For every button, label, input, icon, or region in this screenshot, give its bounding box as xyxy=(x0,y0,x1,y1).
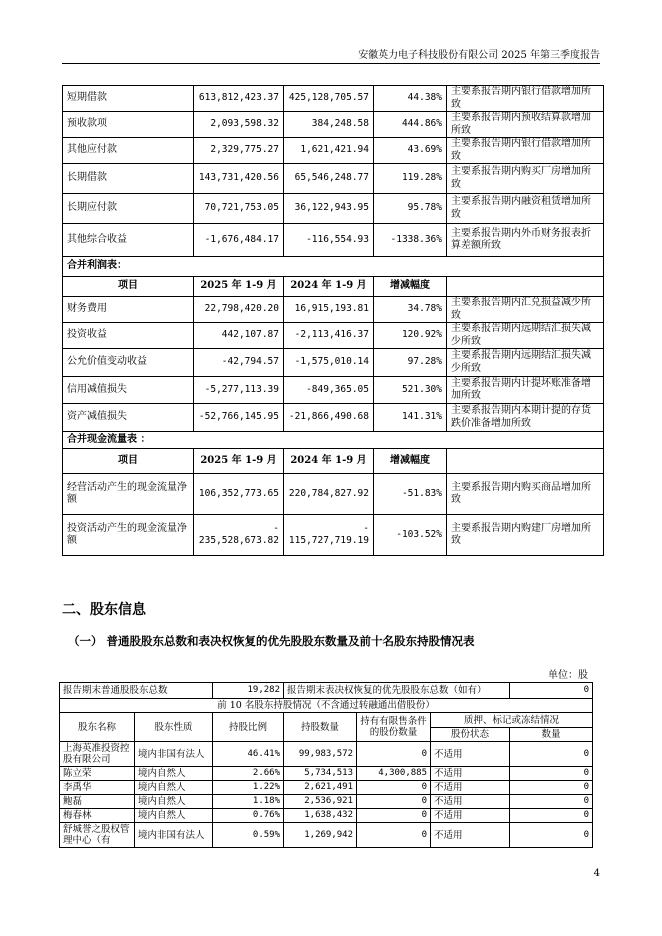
cell-text: 梅春林 xyxy=(63,810,92,821)
cell-text: 主要系报告期内银行借款增加所致 xyxy=(451,138,591,162)
cell-text: 股东名称 xyxy=(77,721,116,733)
cell-text: 主要系报告期内银行借款增加所致 xyxy=(451,86,591,110)
cell-text: 16,915,193.81 xyxy=(294,303,369,315)
section-row xyxy=(63,257,604,277)
cell-text: 项目 xyxy=(118,454,138,466)
table-row xyxy=(63,224,604,257)
cell-text: 主要系报告期内购建厂房增加所致 xyxy=(451,522,591,546)
table-row xyxy=(63,297,604,323)
cell-text: 1.18% xyxy=(252,796,281,806)
cell-text: 境内自然人 xyxy=(138,796,186,807)
cell-text: 97.28% xyxy=(407,356,442,368)
cell-text: 0.59% xyxy=(252,829,281,840)
cell-text: 主要系报告期内预收结算款增加所致 xyxy=(451,112,591,136)
table-row xyxy=(63,86,604,112)
cell-text: 股东性质 xyxy=(154,721,193,733)
table-row xyxy=(60,781,593,795)
cell-text: 不适用 xyxy=(434,796,463,807)
cell-text: 长期借款 xyxy=(67,172,107,184)
cell-text: 4,300,885 xyxy=(378,768,428,778)
cell-text: -1,575,010.14 xyxy=(294,356,369,368)
cell-text: -5,277,113.39 xyxy=(204,383,279,395)
cell-text: 0 xyxy=(421,748,428,759)
cell-text: 235,528,673.82 xyxy=(198,535,279,546)
cell-text: 主要系报告期内远期结汇损失减少所致 xyxy=(451,323,591,347)
cell-text: 主要系报告期内融资租赁增加所致 xyxy=(451,196,591,220)
cell-text: 投资活动产生的现金流量净额 xyxy=(67,522,187,546)
cell-text: 舒城誉之股权管理中心（有 xyxy=(63,824,130,846)
cell-text: 境内自然人 xyxy=(138,782,186,793)
header-row xyxy=(63,449,604,474)
financial-changes-table xyxy=(62,85,604,556)
cell-text: 公允价值变动收益 xyxy=(67,356,147,368)
cell-text: 境内非国有法人 xyxy=(138,748,205,760)
table-row xyxy=(63,474,604,515)
cell-text: 22,798,420.20 xyxy=(204,303,279,315)
cell-text: 65,546,248.77 xyxy=(294,172,369,184)
cell-text: 增减幅度 xyxy=(390,454,430,466)
cell-text: 5,734,513 xyxy=(304,768,354,778)
cell-text: 1,638,432 xyxy=(304,810,354,820)
caption-row xyxy=(60,699,593,713)
cell-text: 合并利润表： xyxy=(67,260,127,272)
cell-text: 43.69% xyxy=(407,144,442,156)
cell-text: 前 10 名股东持股情况（不含通过转融通出借股份） xyxy=(217,700,435,711)
cell-text: 持有有限售条件的股份数量 xyxy=(360,716,427,738)
cell-text: -1338.36% xyxy=(390,233,442,245)
cell-text: 36,122,943.95 xyxy=(294,202,369,214)
cell-text: 0 xyxy=(421,829,428,840)
table-row xyxy=(60,742,593,767)
table-row xyxy=(63,515,604,556)
cell-text: 95.78% xyxy=(407,202,442,214)
cell-text: 数量 xyxy=(541,729,561,740)
cell-text: 财务费用 xyxy=(67,303,107,315)
cell-text: 0 xyxy=(421,810,428,820)
cell-text: 2024 年 1-9 月 xyxy=(290,280,367,292)
cell-text: 141.31% xyxy=(401,411,442,423)
cell-text: 其他综合收益 xyxy=(67,233,127,245)
cell-text: 质押、标记或冻结情况 xyxy=(464,714,560,726)
cell-text: 主要系报告期内计提坏账准备增加所致 xyxy=(451,377,591,401)
table-row xyxy=(63,138,604,164)
cell-text: 不适用 xyxy=(434,829,463,841)
cell-text: 投资收益 xyxy=(67,329,107,341)
cell-text: 资产减值损失 xyxy=(67,411,127,423)
subsection-title: （一） 普通股股东总数和表决权恢复的优先股股东数量及前十名股东持股情况表 xyxy=(68,634,475,648)
table-row xyxy=(63,194,604,224)
table-row xyxy=(63,164,604,194)
table-row xyxy=(63,323,604,349)
unit-label: 单位：股 xyxy=(548,670,588,681)
cell-text: 报告期末普通股股东总数 xyxy=(63,685,168,696)
cell-text: 44.38% xyxy=(407,92,442,104)
cell-text: 0 xyxy=(583,748,590,759)
cell-text: 613,812,423.37 xyxy=(198,92,279,104)
summary-row xyxy=(60,683,593,699)
cell-text: 项目 xyxy=(118,280,138,292)
cell-text: 境内自然人 xyxy=(138,810,186,821)
cell-text: 384,248.58 xyxy=(311,118,369,130)
section-title: 二、股东信息 xyxy=(62,602,146,618)
cell-text: 2,621,491 xyxy=(304,782,354,792)
cell-text: 经营活动产生的现金流量净额 xyxy=(67,481,187,505)
cell-text: 2,329,775.27 xyxy=(210,144,279,156)
cell-text: 0 xyxy=(583,782,590,792)
cell-text: 120.92% xyxy=(401,329,442,341)
cell-text: 34.78% xyxy=(407,303,442,315)
cell-text: -2,113,416.37 xyxy=(294,329,369,341)
cell-text: 合并现金流量表 ： xyxy=(67,433,151,445)
cell-text: 106,352,773.65 xyxy=(198,487,279,499)
cell-text: 2.66% xyxy=(252,768,281,778)
cell-text: 不适用 xyxy=(434,782,463,793)
table-row xyxy=(60,809,593,823)
cell-text: 115,727,719.19 xyxy=(288,535,369,546)
cell-text: -21,866,490.68 xyxy=(288,411,369,423)
cell-text: 2025 年 1-9 月 xyxy=(200,454,277,466)
cell-text: 短期借款 xyxy=(67,92,107,104)
cell-text: 其他应付款 xyxy=(67,144,117,156)
cell-text: 持股比例 xyxy=(229,721,268,733)
cell-text: 陈立荣 xyxy=(63,768,92,779)
page-header: 安徽英力电子科技股份有限公司 2025 年第三季度报告 xyxy=(358,50,600,61)
cell-text: 521.30% xyxy=(401,383,442,395)
cell-text: -116,554.93 xyxy=(306,233,369,245)
cell-text: 不适用 xyxy=(434,768,463,779)
cell-text: 99,983,572 xyxy=(298,748,354,759)
cell-text: 上海英准投资控股有限公司 xyxy=(63,743,130,765)
cell-text: -52,766,145.95 xyxy=(198,411,279,423)
page-number: 4 xyxy=(593,868,600,879)
cell-text: 0 xyxy=(421,782,428,792)
cell-text: 预收款项 xyxy=(67,118,107,130)
cell-text: 119.28% xyxy=(401,172,442,184)
table-row xyxy=(60,823,593,848)
cell-text: 0 xyxy=(583,768,590,778)
cell-text: 报告期末表决权恢复的优先股股东总数（如有） xyxy=(287,685,487,696)
cell-text: 143,731,420.56 xyxy=(198,172,279,184)
cell-text: 持股数量 xyxy=(301,721,340,733)
cell-text: 2,536,921 xyxy=(304,796,354,806)
cell-text: 0 xyxy=(583,796,590,806)
cell-text: - xyxy=(363,522,369,534)
cell-text: - xyxy=(273,522,279,534)
cell-text: 增减幅度 xyxy=(390,280,430,292)
cell-text: 主要系报告期内汇兑损益减少所致 xyxy=(451,297,591,321)
cell-text: 主要系报告期内外币财务报表折算差额所致 xyxy=(451,227,591,251)
cell-text: 2025 年 1-9 月 xyxy=(200,280,277,292)
cell-text: 0.76% xyxy=(252,810,281,820)
cell-text: 长期应付款 xyxy=(67,202,117,214)
table-row xyxy=(63,377,604,404)
table-row xyxy=(63,349,604,377)
section-row xyxy=(63,432,604,449)
header-rule xyxy=(62,63,600,64)
cell-text: 46.41% xyxy=(247,748,281,759)
shareholders-table xyxy=(59,682,593,848)
cell-text: -42,794.57 xyxy=(221,356,279,368)
cell-text: 鲍磊 xyxy=(63,796,83,807)
cell-text: 1,269,942 xyxy=(304,829,354,840)
cell-text: 0 xyxy=(583,810,590,820)
cell-text: 李禹华 xyxy=(63,782,92,793)
cell-text: 444.86% xyxy=(401,118,442,130)
cell-text: 70,721,753.05 xyxy=(204,202,279,214)
cell-text: 不适用 xyxy=(434,810,463,821)
cell-text: 2024 年 1-9 月 xyxy=(290,454,367,466)
cell-text: -1,676,484.17 xyxy=(204,233,279,245)
cell-text: 0 xyxy=(421,796,428,806)
cell-text: -103.52% xyxy=(396,528,442,540)
cell-text: 0 xyxy=(583,829,590,840)
table-row xyxy=(60,767,593,781)
header-row xyxy=(60,713,593,728)
cell-text: 0 xyxy=(583,685,590,695)
cell-text: -51.83% xyxy=(401,487,442,499)
cell-text: 主要系报告期内购买商品增加所致 xyxy=(451,481,591,505)
cell-text: 主要系报告期内远期结汇损失减少所致 xyxy=(451,350,591,374)
cell-text: 股份状态 xyxy=(451,729,490,740)
cell-text: 442,107.87 xyxy=(221,329,279,341)
cell-text: 425,128,705.57 xyxy=(288,92,369,104)
cell-text: 220,784,827.92 xyxy=(288,487,369,499)
table-row xyxy=(63,404,604,432)
cell-text: 19,282 xyxy=(247,685,281,695)
cell-text: 境内非国有法人 xyxy=(138,829,205,841)
cell-text: 信用减值损失 xyxy=(67,383,127,395)
table-row xyxy=(63,112,604,138)
header-row xyxy=(63,277,604,297)
cell-text: 境内自然人 xyxy=(138,768,186,779)
cell-text: 1,621,421.94 xyxy=(300,144,369,156)
cell-text: 主要系报告期内本期计提的存货跌价准备增加所致 xyxy=(451,405,591,429)
cell-text: 不适用 xyxy=(434,748,463,760)
cell-text: 2,093,598.32 xyxy=(210,118,279,130)
cell-text: -849,365.05 xyxy=(306,383,369,395)
cell-text: 主要系报告期内购买厂房增加所致 xyxy=(451,166,591,190)
table-row xyxy=(60,795,593,809)
cell-text: 1.22% xyxy=(252,782,281,792)
